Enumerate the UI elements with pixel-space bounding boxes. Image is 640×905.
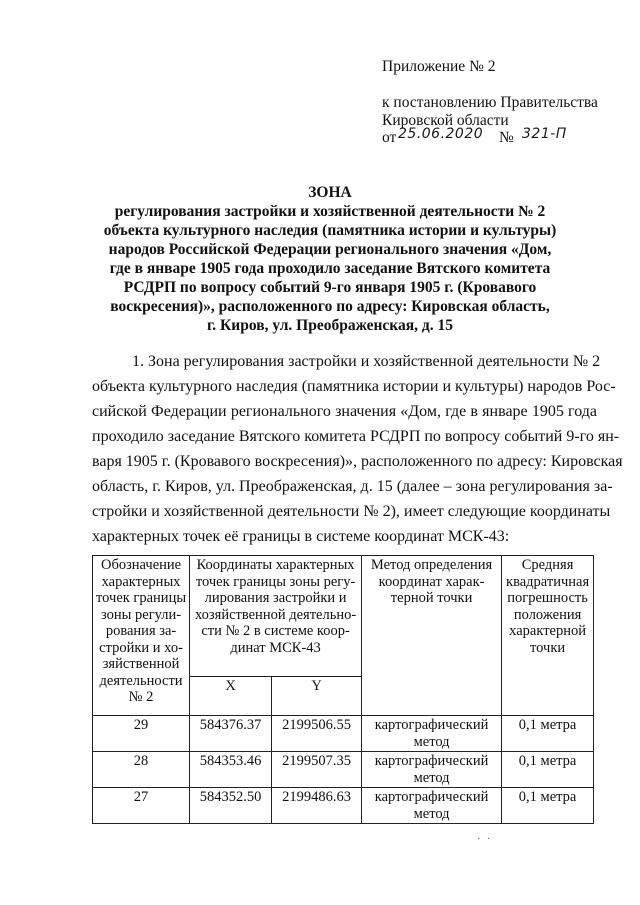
scan-artifact: · · — [477, 834, 493, 845]
error-cell: 0,1 метра — [502, 752, 594, 788]
error-cell: 0,1 метра — [502, 716, 594, 752]
point-cell: 27 — [93, 788, 190, 824]
region-label: Кировской области — [382, 112, 509, 129]
title-line: воскресения)», расположенного по адресу: Кировская область, — [110, 298, 550, 315]
x-cell: 584376.37 — [190, 716, 272, 752]
paragraph-line: стройки и хозяйственной деятельности № 2), имеет следующие координаты — [92, 503, 611, 520]
paragraph-line: объекта культурного наследия (памятника истории и культуры) народов Рос- — [92, 378, 616, 395]
title-line: регулирования застройки и хозяйственной деятельности № 2 — [114, 203, 546, 220]
header-y: Y — [272, 677, 362, 716]
y-cell: 2199486.63 — [272, 788, 362, 824]
paragraph-line: 1. Зона регулирования застройки и хозяйственной деятельности № 2 — [132, 353, 601, 370]
number-prefix: № — [499, 129, 514, 146]
header-coordinates: Координаты характерных точек границы зоны регу- лирования застройки и хозяйственной деятельно- сти № 2 в системе коор- динат МСК-43 — [190, 556, 362, 677]
title-line: объекта культурного наследия (памятника истории и культуры) — [103, 222, 557, 239]
resolution-label: к постановлению Правительства — [382, 94, 598, 111]
date-prefix: от — [382, 129, 397, 146]
title-line: РСДРП по вопросу событий 9-го января 1905 г. (Кровавого — [123, 279, 537, 296]
header-point-designation: Обозначение характерных точек границы зоны регули- рования за- стройки и хо- зяйственной деятельности № 2 — [93, 556, 190, 716]
y-cell: 2199506.55 — [272, 716, 362, 752]
title-line: г. Киров, ул. Преображенская, д. 15 — [207, 317, 453, 334]
paragraph-line: сийской Федерации регионального значения «Дом, где в январе 1905 года — [92, 403, 597, 420]
y-cell: 2199507.35 — [272, 752, 362, 788]
title-line: где в январе 1905 года проходило заседание Вятского комитета — [109, 260, 551, 277]
appendix-label: Приложение № 2 — [382, 58, 496, 75]
header-method: Метод определения координат харак- терной точки — [362, 556, 502, 716]
title-line: народов Российской Федерации регионального значения «Дом, — [108, 241, 552, 258]
error-cell: 0,1 метра — [502, 788, 594, 824]
table-row — [93, 752, 594, 788]
title-heading: ЗОНА — [308, 184, 352, 201]
coordinates-table — [92, 555, 594, 824]
table-row — [93, 716, 594, 752]
handwritten-number: 321-П — [522, 126, 567, 142]
x-cell: 584352.50 — [190, 788, 272, 824]
point-cell: 29 — [93, 716, 190, 752]
header-error: Средняя квадратичная погрешность положения характерной точки — [502, 556, 594, 716]
paragraph-line: характерных точек её границы в системе координат МСК-43: — [92, 528, 510, 545]
method-cell: картографический метод — [362, 788, 502, 824]
paragraph-line: варя 1905 г. (Кровавого воскресения)», расположенного по адресу: Кировская — [92, 453, 623, 470]
method-cell: картографический метод — [362, 752, 502, 788]
table-row — [93, 788, 594, 824]
paragraph-line: проходило заседание Вятского комитета РСДРП по вопросу событий 9-го ян- — [92, 428, 620, 445]
paragraph-line: область, г. Киров, ул. Преображенская, д. 15 (далее – зона регулирования за- — [92, 478, 613, 495]
x-cell: 584353.46 — [190, 752, 272, 788]
handwritten-date: 25.06.2020 — [398, 126, 484, 142]
point-cell: 28 — [93, 752, 190, 788]
method-cell: картографический метод — [362, 716, 502, 752]
table-header-row — [93, 556, 594, 677]
header-x: X — [190, 677, 272, 716]
document-title — [80, 183, 580, 335]
